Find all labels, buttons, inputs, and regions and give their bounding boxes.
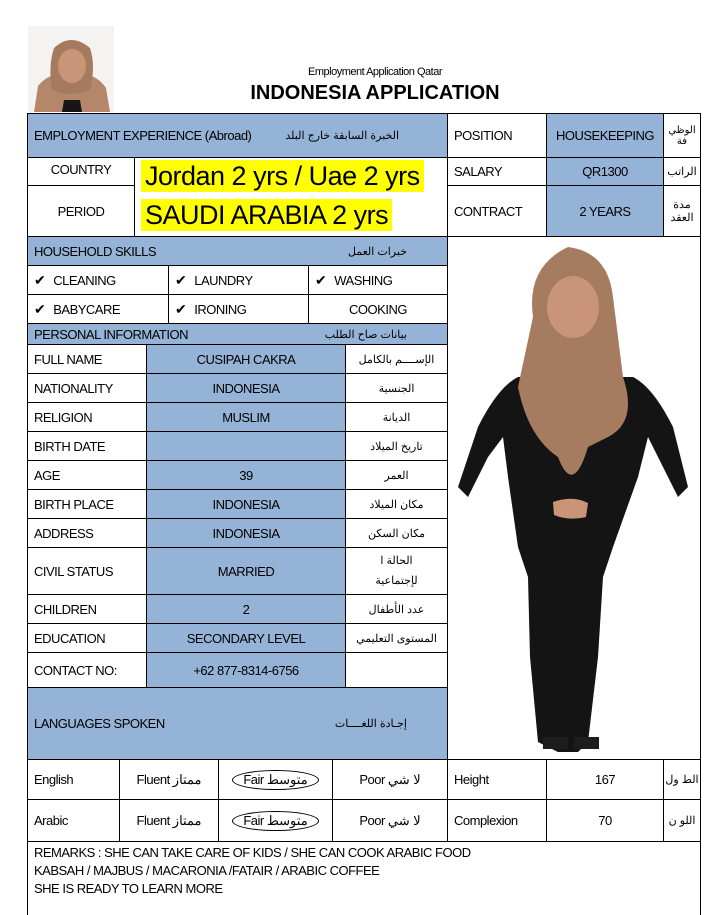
period-value-cell: [134, 193, 448, 237]
contract-ar: مدة العقد: [663, 185, 701, 237]
remarks-line-2: KABSAH / MAJBUS / MACARONIA /FATAIR / ARABIC COFFEE: [34, 863, 380, 878]
salary-ar: الراتب: [663, 157, 701, 186]
skill-washing: ✔ WASHING: [308, 265, 448, 295]
arabic-fluent: Fluent ممتاز: [119, 799, 219, 842]
age-label: AGE: [27, 460, 147, 490]
arabic-fair: [218, 799, 333, 842]
complexion-label: Complexion: [447, 799, 547, 842]
country-value: Jordan 2 yrs / Uae 2 yrs: [141, 160, 424, 192]
full-name-ar: الإســــم بالكامل: [345, 344, 448, 374]
children-ar: عدد الأطفال: [345, 594, 448, 624]
arabic-label: Arabic: [27, 799, 120, 842]
religion-value: MUSLIM: [146, 402, 346, 432]
skill-cooking: COOKING: [308, 294, 448, 324]
contract-value: 2 YEARS: [546, 185, 664, 237]
religion-label: RELIGION: [27, 402, 147, 432]
arabic-poor: Poor لا شي: [332, 799, 448, 842]
religion-ar: الديانة: [345, 402, 448, 432]
english-poor: Poor لا شي: [332, 759, 448, 800]
english-label: English: [27, 759, 120, 800]
height-ar: الط ول: [663, 759, 701, 800]
nationality-value: INDONESIA: [146, 373, 346, 403]
country-label: COUNTRY: [27, 157, 135, 186]
position-label: POSITION: [447, 113, 547, 158]
birth-date-value: [146, 431, 346, 461]
contact-label: CONTACT NO:: [27, 652, 147, 688]
header-subtitle: Employment Application Qatar: [308, 66, 442, 78]
height-value: 167: [546, 759, 664, 800]
address-label: ADDRESS: [27, 518, 147, 548]
address-value: INDONESIA: [146, 518, 346, 548]
nationality-ar: الجنسية: [345, 373, 448, 403]
nationality-label: NATIONALITY: [27, 373, 147, 403]
applicant-full-photo: [448, 237, 700, 759]
education-label: EDUCATION: [27, 623, 147, 653]
english-fair: [218, 759, 333, 800]
contact-ar: [345, 652, 448, 688]
complexion-value: 70: [546, 799, 664, 842]
birth-place-ar: مكان الميلاد: [345, 489, 448, 519]
full-name-value: CUSIPAH CAKRA: [146, 344, 346, 374]
personal-label-ar: بيانات صاح الطلب: [324, 328, 407, 341]
english-fair-selected: Fair متوسط: [232, 770, 318, 790]
children-value: 2: [146, 594, 346, 624]
skills-header: [27, 236, 448, 266]
salary-label: SALARY: [447, 157, 547, 186]
address-ar: مكان السكن: [345, 518, 448, 548]
remarks-line-3: SHE IS READY TO LEARN MORE: [34, 881, 223, 896]
civil-status-label: CIVIL STATUS: [27, 547, 147, 595]
education-ar: المستوى التعليمي: [345, 623, 448, 653]
english-fluent: Fluent ممتاز: [119, 759, 219, 800]
personal-label: PERSONAL INFORMATION: [34, 326, 188, 342]
civil-status-value: MARRIED: [146, 547, 346, 595]
applicant-headshot: [28, 26, 114, 112]
country-value-cell: [134, 157, 448, 194]
languages-label: LANGUAGES SPOKEN: [34, 716, 165, 731]
experience-label-ar: الخبرة السابقة خارج البلد: [285, 130, 400, 142]
birth-date-label: BIRTH DATE: [27, 431, 147, 461]
languages-label-ar: إجـادة اللغــــات: [334, 718, 407, 730]
skill-ironing: ✔ IRONING: [168, 294, 309, 324]
education-value: SECONDARY LEVEL: [146, 623, 346, 653]
period-label: PERIOD: [27, 185, 135, 237]
languages-header: [27, 687, 448, 760]
children-label: CHILDREN: [27, 594, 147, 624]
age-ar: العمر: [345, 460, 448, 490]
civil-status-ar: الحالة ا لإجتماعية: [345, 547, 448, 595]
page-title: INDONESIA APPLICATION: [250, 82, 500, 104]
remarks-line-1: REMARKS : SHE CAN TAKE CARE OF KIDS / SHE CAN COOK ARABIC FOOD: [34, 845, 471, 860]
full-name-label: FULL NAME: [27, 344, 147, 374]
birth-place-label: BIRTH PLACE: [27, 489, 147, 519]
position-value: HOUSEKEEPING: [546, 113, 664, 158]
skill-babycare: ✔ BABYCARE: [27, 294, 169, 324]
birth-date-ar: تاريخ الميلاد: [345, 431, 448, 461]
skill-laundry: ✔ LAUNDRY: [168, 265, 309, 295]
photo-column: [447, 236, 701, 760]
personal-header: [27, 323, 448, 345]
complexion-ar: اللو ن: [663, 799, 701, 842]
remarks-box: [27, 841, 701, 915]
skills-label-ar: خبرات العمل: [347, 245, 407, 258]
height-label: Height: [447, 759, 547, 800]
period-value: SAUDI ARABIA 2 yrs: [141, 199, 392, 231]
birth-place-value: INDONESIA: [146, 489, 346, 519]
contract-label: CONTRACT: [447, 185, 547, 237]
contact-value: +62 877-8314-6756: [146, 652, 346, 688]
skills-label: HOUSEHOLD SKILLS: [34, 243, 157, 259]
experience-label: EMPLOYMENT EXPERIENCE (Abroad): [34, 128, 252, 143]
position-ar: الوظي فة: [663, 113, 701, 158]
experience-header: [27, 113, 448, 158]
arabic-fair-selected: Fair متوسط: [232, 811, 318, 831]
age-value: 39: [146, 460, 346, 490]
skill-cleaning: ✔ CLEANING: [27, 265, 169, 295]
salary-value: QR1300: [546, 157, 664, 186]
